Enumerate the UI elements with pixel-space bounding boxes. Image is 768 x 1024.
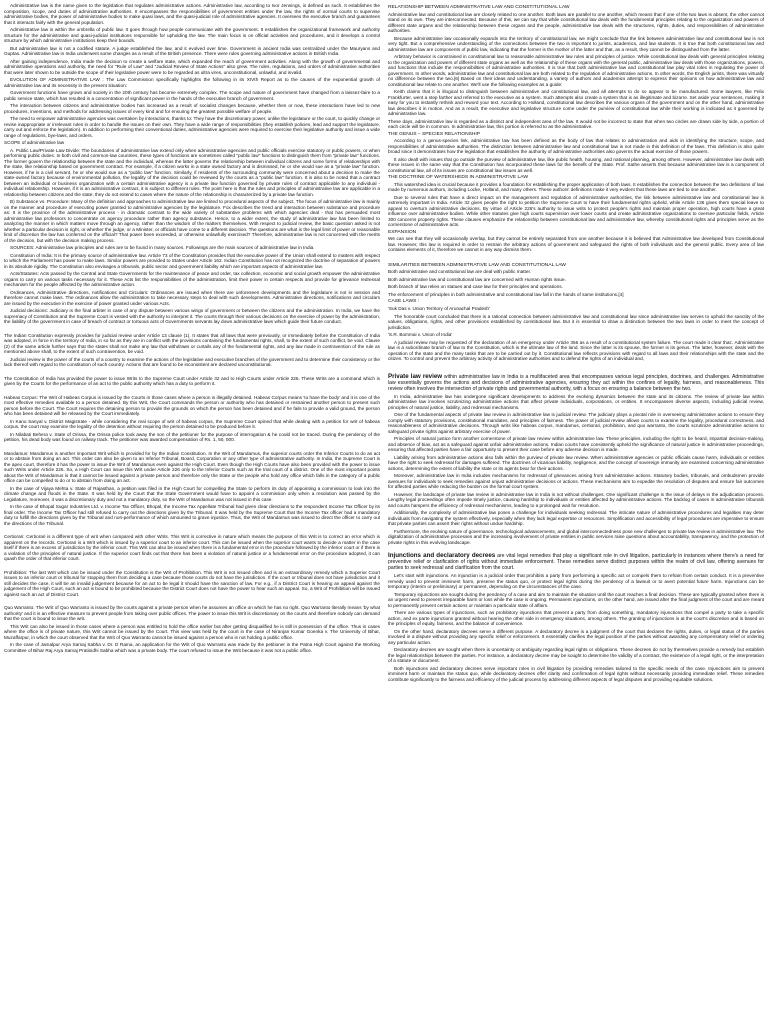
left-column: [4, 3, 380, 1023]
paragraph: Mandamus: Mandamus is another important Writ which is provided for by the Indian Constitution. In the Writ of Mandamus, the superior courts order the Inferior Courts to do an act or to abstain from doing an act. This order can also be given to an Inferior Tribunal, Board, Corporation or any other type of administrative authority. In India, the Supreme Court is the apex court, therefore it has the power to issue the Writ of Mandamus even against the High Court. Even though the High Courts have also been provided with the power to issue such Writs under Article 226. So, a High Court can issue this Writ under Article 226 only to the Inferior Courts such as the trial court of a district. One of the most important points about the Writ of Mandamus is that it cannot be issued against a private person and therefore only the State or the people who hold any office which falls in the category of a public office can be compelled to do or to abstain from doing an act.: [4, 450, 380, 483]
paragraph: The Constitution of India has provided the power to issue Writs to the Supreme Court under Article 32 and to High Courts under Article 226. These Writs are a command which is given by the Courts for the performance of an act to the public authority which has a duty to perform it.: [4, 375, 380, 386]
paragraph: In Nilabati Behera v. State of Orissa, the Orissa police took away the son of the petitioner for the purpose of interrogation & he could not be traced. During the pendency of the petition, his dead body was found on railway track. The petitioner was awarded compensation of Rs. 1, 50, 000.: [4, 431, 380, 442]
right-column: [388, 3, 764, 1023]
list-item: Both administrative and constitutional law are deal with public matter.: [388, 269, 532, 275]
section-heading: THE DOCTRINE OF WATERSHEDS IN ADMINISTRATIVE LAW: [388, 175, 528, 181]
paragraph: [388, 374, 764, 392]
paragraph: Ordinances, Administrative directions, notifications and Circulars: Ordinances are issued when there are unforeseen developments and the legislature is not in session and therefore cannot make laws. The ordinances allow the administration to take necessary steps to deal with such developments. Administrative directions, notifications and circulars are issued by the executive in the exercise of power granted under various Acts.: [4, 289, 380, 306]
paragraph: A judicial review may be requested of the declaration of an emergency under Article 356 as a result of a constitutional system failure. The court made it clear that:. Administrative law is a subordinate branch of law to the Constitution, which is the ultimate law of the land. Since the latter is its spouse, the former is its genus. The latter, however, deals with the operation of the state and the many tasks that are to be carried out by it. Constitutional law reflects provisions with regard to all laws and their relationships with the state and the citizen. To control and prevent the arbitrary activity of administrative authorities and to defend the rights of an individual and,: [388, 339, 764, 362]
paragraph: Habeas Corpus: The Writ of Habeas Corpus is issued by the Courts in those cases where a person is illegally detained. Habeas Corpus means 'to have the body' and it is one of the most effective remedies available to a person detained. By this Writ, the Court commands the person or authority who has detained or restrained another person to present such person before the Court. The Court requires the detaining person to provide the grounds on which the person has been detained and if he fails to provide a valid ground, the person who has been detained will be released by the Court immediately.: [4, 394, 380, 416]
paragraph: However, the landscape of private law review in administrative law in India is not without challenges. One significant challenge is the issue of delays in the adjudication process. Lengthy legal proceedings often impede timely justice, causing hardship to individuals or entities affected by administrative actions. The backlog of cases in administrative tribunals and courts hampers the efficiency of redressal mechanisms, leading to a prolonged wait for resolution.: [388, 491, 764, 508]
paragraph: Because administrative law occasionally expands into the territory of constitutional law, we might conclude that the link between administrative law and constitutional law is not very tight. But a comprehensive understanding of the connections between the two is important to jurists, academics, and law students. It is true that both constitutional law and administrative law are components of public law, indicating that the former is the mother of the latter and that, as a result, they cannot be distinguished from the latter.: [388, 35, 764, 52]
paragraph: Judicial review is the power of the courts of a country to examine the actions of the legislative and executive branches of the government and to determine their consistency or the lack thereof with regard to the constitution of such country. Actions that are found to be inconsistent are declared unconstitutional.: [4, 356, 380, 367]
paragraph: Judicial decisions: Judiciary is the final arbiter in case of any dispute between various wings of government or between the citizens and the administration. In India, we have the supremacy of Constitution and the Supreme Court is vested with the authority to interpret it. The courts through their various decisions on the exercise of power by the administration, the liability of the government in case of breach of contract or tortuous acts of Governments servants lay down administrative laws which guide their future conduct.: [4, 308, 380, 324]
paragraph: In the case of Vijaya Mehta v. State of Rajasthan, a petition was filed in the High Court for compelling the State to perform its duty of appointing a commission to look into the climate change and floods in the State. It was held by the Court that the State Government would have to appoint a commission only when a resolution was passed by the Legislature, moreover, it was a discretionary duty and not a mandatory duty, so the Writ of Mandamus was not issued in this case.: [4, 485, 380, 502]
section-heading: THE GENUS – SPECIES RELATIONSHIP: [388, 131, 481, 137]
paragraph: Both injunctions and declaratory decrees serve important roles in civil litigation by providing remedies tailored to the specific needs of the case. Injunctions aim to prevent imminent harm or maintain the status quo, while declaratory decrees offer clarity and confirmation of legal rights without necessarily providing immediate relief. These remedies contribute significantly to the fairness and efficiency of the judicial process by addressing different aspects of legal disputes and providing equitable solutions.: [388, 665, 764, 682]
section-heading: SIMILARITIES BETWEEN ADMINISTRATIVE LAW AND CONSTITUTIONAL LAW: [388, 262, 566, 268]
paragraph: These days, administrative law is regarded as a distinct and independent area of the law. It would not be incorrect to state that when two circles are drawn side by side, a portion of each circle will be in common. In administrative law, this portion is referred to as the administrative.: [388, 118, 764, 130]
section-heading: RELATIONSHIP BETWEEN ADMINISTRATIVE LAW AND CONSTITUTIONAL LAW: [388, 5, 570, 10]
paragraph: In the case of Bhopal Sugar Industries Ltd. v. Income Tax Officer, Bhopal, the Income Tax Appellate Tribunal had given clear directions to the respondent Income Tax Officer by its final order. The Income Tax Officer had still refused to carry out the directions given by the Tribunal. It was held by the Supreme Court that the Income Tax officer had a mandatory duty to fulfill the directions given by the Tribunal and non-performance of which amounted to grave injustice. Thus, the Writ of Mandamus was issued to direct the officer to carry out the directions of the Tribunal.: [4, 504, 380, 526]
list-item: The enforcement of principles in both administrative and constitutional law fall in the hands of same institutions.[4]: [388, 291, 624, 297]
paragraph: It also dealt with issues that go outside the purview of administrative law, like public health, housing, and national planning, among others. However, administrative law deals with these issues in the same way that the Constitution has incorporated these laws for the benefit of the State. Prof. Sathe asserts that because administrative law is a component of constitutional law, all of its issues are constitutional law issues as well.: [388, 156, 764, 173]
paragraph: A. Public Law/Private Law Divide: The boundaries of administrative law extend only when administrative agencies and public officials exercise statutory or public powers, or when performing public duties. In both civil and common-law countries, these types of functions are sometimes called "public law" functions to distinguish them from "private law" functions. The former govern the relationship between the state and the individual, whereas the latter governs the relationship between individual citizens and some forms of relationships with the state, like relationship based on government contract. For example, if a citizen works in a state owned factory and is dismissed, he or she would sue as a "private law" function. However, if he is a civil servant, he or she would sue as a "public law" function. Similarly, if residents of the surrounding community were concerned about a decision to make the state-owned factory because of environmental pollution, the legality of the decision could be reviewed by the courts as a "public law" function. It is also to be noted that a contract between an individual or business organization with a certain administrative agency is a private law function governed by private rules of contract applicable to any individual - individual relationship. However, if it is an administrative contract, it is subject to different rules. The point here is that the rules and principles of administrative law are applicable in a relationship between citizens and the state; they do not extend to cases where the nature of the relationship is characterized by a private law function.: [4, 147, 380, 197]
paragraph: Certiorari: Certiorari is a different type of writ when compared with other Writs. This Writ is corrective in nature which means the purpose of this Writ is to correct an error which is apparent on the records. Certiorari is a Writ which is issued by a superior court to an inferior court. This can be issued when the superior court wants to decide a matter in the case itself if there is an excess of jurisdiction by the inferior court. This Writ can also be issued when there is a fundamental error in the procedure followed by the inferior court or if there is a violation of the principles of natural justice. If the superior court finds out that there has been a violation of natural justice or a fundamental error on the procedure adopted, it can quash the order of that inferior court.: [4, 534, 380, 561]
list-item: Both branch of law relies on statues and case law for their principles and operations.: [388, 284, 563, 290]
paragraph: Acts/Statutes: Acts passed by the Central and State Governments for the maintenance of peace and order, tax collection, economic and social growth empower the administrative organs to carry on various tasks necessary for it. These Acts list the responsibilities of the administration, limit their power in certain respects and provide for grievance redressal mechanism for the people affected by the administrative action.: [4, 271, 380, 287]
paragraph: Administrative law is within the umbrella of public law. It goes through how people communicate with the government. It establishes the organizational framework and authority structure for the administrative and quasi-judicial institutions responsible for upholding the law. The main focus is on official activities and procedures, and it develops a control structure by which administrative institutions keep their bounds.: [4, 27, 380, 43]
paragraph: There are various types of injunctions, such as prohibitory injunctions that prevent a party from doing something, mandatory injunctions that compel a party to take a specific action, and ex parte injunctions granted without hearing the other side in emergency situations, among others. The granting of injunctions is at the court's discretion and is based on the principles of equity, fairness, and the balance of convenience.: [388, 610, 764, 627]
paragraph: B) Substance vs. Procedure: Many of the definition and approaches to administrative law are limited to procedural aspects of the subject. The focus of administrative law is mainly on the manner and procedure of executing power granted to administrative agencies by the legislature. Fox describes the trend and interaction between substance and procedure as: It is the province of the administrative process - in dramatic contrast to the wide variety of substantive problems with which agencies deal - that has persuaded most administrative law professors to concentrate on agency procedure rather than agency substance. Hence, to a wider extent, the study of administrative law has been limited to analyzing the manner in which matters move through an agency, rather than the wisdom of the matters themselves. With respect to judicial review, the basic question asked is not whether a particular decision is right, or whether the judge, or a Minister, or officials have come to a different decision. The questions are what is the legal limit of power or reasonable limit of discretion the law has conferred on the official? That power been exceeded, or otherwise unlawfully exercised? Therefore, administrative law is not concerned with the merits of the decision, but with the decision making process.: [4, 199, 380, 243]
paragraph: SOURCES: Administrative law principles and rules are to be found in many sources. Followings are the main sources of administrative law in India.: [10, 245, 315, 250]
paragraph: Let's start with injunctions. An injunction is a judicial order that prohibits a party from performing a specific act or compels them to refrain from certain conduct. It is a preventive remedy used to prevent imminent harm, preserve the status quo, or protect legal rights during the pendency of a lawsuit or to avert potential future harm. Injunctions can be temporary (interim or preliminary) or permanent, depending on the circumstances of the case.: [388, 573, 764, 590]
paragraph: According to a genus-species link, administrative law has been defined as the body of law that relates to administration and aids in identifying the structure, scope, and responsibilities of administrative authorities. The distinction between administrative law and constitutional law is not made in this definition of the laws. This definition is also quite broad since it demonstrates how the legislation that establishes the authority of administrative authorities also governs the actual exercise of those powers.: [388, 138, 764, 155]
paragraph: Moreover, administrative law in India includes mechanisms for redressal of grievances arising from administrative actions. Statutory bodies, tribunals, and ombudsmen provide avenues for individuals to seek remedies against unjust administrative decisions or actions. These mechanisms aim to expedite the resolution of disputes and ensure fair outcomes for affected parties while reducing the burden on the formal court system.: [388, 473, 764, 490]
paragraph: Due to several rules that have a direct impact on the management and regulation of administrative authorities, the link between administrative law and constitutional law is extremely important in India. Article 32 gives people the right to petition the Supreme Court to have their fundamental rights upheld, while Article 136 gives them special leave to appeal to overturn administrative decisions. By virtue of Article 226's authority to issue writs to protect people's rights and maintain proper operation, high courts have a great influence over administrative bodies. While other statutes give high courts supervision over lower courts and create administrative organizations to oversee particular fields, Article 300 concerns property rights. These clauses emphasize the relationship between constitutional law and administrative law, whereby constitutional rights and principles serve as the cornerstone of administrative acts.: [388, 194, 764, 228]
paragraph: The need to empower administrative agencies was overtaken by interactions, thanks to: They have the discretionary power, unlike the legislature or the court, to quickly change or revise inappropriate or irrelevant rules in order to handle the issues on their own. They have a wide range of responsibilities (they establish policies, lead and support the legislature, carry out and enforce the legislation). In addition to performing their conventional duties, administrative agencies were required to exercise their legislative authority and issue a wide range of regulations, bye-laws, and orders.: [4, 116, 380, 138]
paragraph: In Kanu Sanyal v. District Magistrate - while considering the real scope of writ of habeas corpus, the Supreme Court opined that while dealing with a petition for writ of habeas corpus, the court may examine the legality of the detention without requiring the person detained to be produced before it.: [4, 418, 380, 429]
paragraph: [388, 553, 764, 571]
paragraph: Furthermore, the evolving nature of governance, technological advancements, and global interconnectedness pose new challenges to private law review in administrative law. The digitalization of administrative processes and the increasing involvement of private entities in public services raise questions about accountability, transparency, and the protection of private rights in this evolving landscape.: [388, 528, 764, 545]
paragraph-text: within administrative law in India is a multifaceted area that encompasses various legal principles, doctrines, and challenges. Administrative law essentially governs the actions and decisions of administrative agencies, ensuring they act within the confines of legality, fairness, and reasonableness. This review often involves the intersection of private rights and governmental authority, with a focus on ensuring a balance between the two.: [388, 373, 764, 392]
paragraph: Quo Warranto: The Writ of Quo Warranto is issued by the courts against a private person when he assumes an office on which he has no right. Quo Warranto literally means 'by what authority' and it is an effective measure to prevent people from taking over public offices. The power to issue this Writ is discretionary on the courts and therefore nobody can demand that the court is bound to issue the writ.: [4, 605, 380, 621]
section-heading: EXPANSION: [388, 229, 417, 235]
paragraph: Principles of natural justice form another cornerstone of private law review within administrative law. These principles, including the right to be heard, impartial decision-making, and absence of bias, act as a safeguard against unfair administrative actions. Indian courts have consistently upheld the significance of natural justice in administrative proceedings, ensuring that affected parties have a fair opportunity to present their case before any adverse decision is made.: [388, 436, 764, 453]
paragraph: On the other hand, declaratory decrees serve a different purpose. A declaratory decree is a judgment of the court that declares the rights, duties, or legal status of the parties involved in a dispute without providing any specific relief or enforcement. It essentially clarifies the legal position of the parties without awarding any compensatory relief or ordering any particular action.: [388, 628, 764, 645]
paragraph: Administrative law and constitutional law are closely related to one another. Both laws are parallel to one another, which means that if one of the two laws is absent, the other cannot stand on its own. They are interconnected. Because of this, we can say that while constitutional law deals with the fundamental principles relating to the organization and powers of different state organs and the relationship between these organs and the people, administrative law deals with the structures, rights, duties, and responsibilities of administrative authorities.: [388, 11, 764, 34]
paragraph: Prohibition: The last Writ which can be issued under the Constitution is the Writ of Prohibition. This Writ is not issued often and is an extraordinary remedy which a Superior Court issues to an inferior court or tribunal for stopping them from deciding a case because those courts do not have the jurisdiction. If the court or tribunal does not have jurisdiction and it still decides the case, it will be an invalid judgement because for an act to be legal it should have the sanction of law. For e.g., if a District Court is hearing an appeal against the judgement of the High Court, such an act is bound to be prohibited because the District Court does not have the power to hear such an appeal. So, a Writ of Prohibition will be issued against such an act of District Court.: [4, 569, 380, 597]
paragraph: Declaratory decrees are sought when there is uncertainty or ambiguity regarding legal rights or obligations. These decrees do not by themselves provide a remedy but establish the legal relationships between the parties. For instance, a declaratory decree may be sought to determine the validity of a contract, the existence of a legal right, or the interpretation of a statute or document.: [388, 647, 764, 664]
lead-phrase: Private law review: [388, 372, 443, 380]
paragraph-text: are vital legal remedies that play a significant role in civil litigation, particularly in instances where there's a need for preventive relief or clarification of rights without immediate enforcement. These remedies serve distinct purposes within the realm of civil law, offering avenues for parties to seek redressal and clarification from the court.: [388, 553, 764, 572]
paragraph: Additionally, the complexity of administrative law poses a challenge for individuals seeking redressal. The intricate nature of administrative procedures and legalities may deter individuals from navigating the system effectively, especially when they lack legal expertise or resources. Simplification and accessibility of legal procedures are imperative to ensure that private parties can assert their rights without undue hardship.: [388, 510, 764, 527]
case-title: 'Suk Das v. Union Territory of Arunachal Pradesh': [388, 306, 490, 312]
paragraph: Arbitrary behavior is constrained in constitutional law to reasonable administrative law rules and principles of justice. While constitutional law deals with general principles relating to the organization and powers of different state organs as well as the relationship of these organs with the general public, administrative law deals with those organizations, powers, and functions that include the responsibilities of administrative authorities. It is true that both administrative law and constitutional law play vital roles in regulating the power of government. In other words, administrative law and constitutional law are both related to the regulation of administrative actions. In other words, the English jurists, there was virtually no difference between the two.[6] Based on their ideas and understanding, a variety of authors and academics attempt to express their opinions on how administrative law and constitutional law relate to one another. We'll use the following examples as a guide:: [388, 54, 764, 87]
paragraph: This watershed idea is crucial because it provides a foundation for establishing the proper application of both laws. It establishes the connection between the two definitions of law made by numerous authors, including Locke, Holland, and many others. These authors' definitions make it very evident that these laws are tied to one another.: [388, 181, 764, 193]
lead-phrase: Injunctions and declaratory decrees: [388, 552, 496, 560]
paragraph: This Writ can also be issued in those cases where a person was entitled to hold the office earlier but after getting disqualified he is still in possession of the office. Thus in cases where the office is of private nature, this Writ cannot be issued by the Court. This view was held by the court in the case of Niranjan Kumar Goenka v. The University of Bihar, Muzaffarpur, in which the court observed that the Writ of Quo Warranto cannot be issued against a person who is not holding a public office.: [4, 623, 380, 640]
paragraph: But administrative law is not a codified statute. A judge established the law, and it evolved over time. Government in ancient India was centralized under the Mauryans and Guptas. Administrative law in India underwent some changes as a result of the British presence. There were rules governing administrative actions in British India.: [4, 45, 380, 56]
paragraph: Government functions have grown and society in the 20th century has become extremely complex. The scope and nature of government have changed from a laissez-faire to a public service state, which has resulted in a concentration of significant power in the hands of the executive branch of government.: [4, 90, 380, 101]
section-heading: CASE LAWS :: [388, 299, 420, 305]
paragraph: Keith claims that it is illogical to distinguish between administrative and constitutional law, and all attempts to do so appear to be manufactured. Some lawyers, like Felix Frankfurter, went a step farther and referred to the executive as a system. Such attempts also create a system that is as illegitimate and bizarre. Set aside your sentences, making it easy for you to instantly rethink and reword your text. According to Holland, constitutional law describes the various organs of the government and on the other hand, administrative law describes it in motion. And as a result, the executive and legislative structure come under the purview of constitutional law while their working is indicated as it governed by administrative law.: [388, 89, 764, 117]
case-title: 'S.R. Bommai v. Union of India': [388, 332, 453, 338]
paragraph: Administrative law is the name given to the legislation that regulates administrative actions. Administrative law, according to Ivor Jennings, is defined as such. It establishes the composition, scope, and duties of administrative authorities. It encompasses the responsibilities of government entities under the law, the rights of normal courts to supervise administrative bodies, the power of administrative bodies to make quasi laws, and the quasi-judicial role of administrative agencies. It oversees the executive branch and guarantees that it interacts fairly with the general population.: [4, 3, 380, 25]
list-item: Both administrative law and constitutional law are concerned with Human rights issue.: [388, 276, 566, 282]
paragraph: EVOLUTION OF ADMINISTRATIVE LAW : The Law Commission specifically highlights the following in its XIVth Report as to the causes of the exponential growth of administrative law and its necessity in the present situation:: [4, 77, 380, 88]
paragraph: After gaining independence, India made the decision to create a welfare state, which expanded the reach of government activities. Along with the growth of governmental and administrative operations and authority, the need for "Rule of Law" and "Judicial Review of State Actions" also grew. The rules, regulations, and orders of administrative authorities that were later shown to be outside the scope of their legislative power were to be regarded as ultra vires, unconstitutional, unlawful, and invalid.: [4, 58, 380, 75]
paragraph: We can see that they will occasionally overlap, but they cannot be entirely separated from one another because it is believed that Administrative law developed from Constitutional law. However, this law is required in order to restrain the arbitrary actions of government and safeguard the rights of both individuals and the general public. Every area of law contains elements of it, therefore we cannot in any way dismiss them.: [388, 236, 764, 253]
paragraph: The interaction between citizens and administrative bodies has increased as a result of socialist changes because, whether then or now, these interactions have led to new procedures, inventions, and methods for addressing issues of every kind and for ensuring the greatest possible welfare of people.: [4, 103, 380, 114]
paragraph: The honorable court concluded that there is a rational connection between administrative law and constitutional law since administrative law serves to uphold the sanctity of the values, obligations, rights, and other provisions established by constitutional law. But it is essential to draw a distinction between the two laws in order to meet the concept of jurisdiction.: [388, 313, 764, 330]
paragraph: Liability arising from administrative actions also falls within the purview of private law review. When administrative agencies or public officials cause harm, individuals or entities have the right to seek redressal for damages suffered. The doctrines of vicarious liability, negligence, and the concept of sovereign immunity are examined concerning administrative actions, determining the extent of liability the state or its agents bear for their actions.: [388, 454, 764, 471]
paragraph: In India, administrative law has undergone significant developments to address the evolving dynamics between the state and its citizens. The review of private law within administrative law involves scrutinizing administrative actions that affect private individuals, corporations, or entities. It encompasses diverse aspects, including judicial review, principles of natural justice, liability, and redressal mechanisms.: [388, 393, 764, 410]
paragraph: Constitution of India: It is the primary source of administrative law. Article 73 of the Constitution provides that the executive power of the Union shall extend to matters with respect to which the Parliament has power to make laws. Similar powers are provided to States under Article 162. Indian Constitution has not recognized the doctrine of separation of powers in its absolute rigidity. The Constitution also envisages a tribunals, public sector and government liability which are important aspects of administrative law.: [4, 252, 380, 269]
paragraph: The Indian Constitution expressly provides for judicial review under Article 13 clause (1). It states that all laws that were previously, or immediately before the Constitution of India was adopted, in force in the territory of India, in so far as they are in conflict with the provisions containing the fundamental rights, shall, to the extent of such conflict, be void. Clause (2) of the same article further says that the states shall not make any law that withdraws or curtails any of the fundamental rights, and any law made in contravention of the rule as mentioned above shall, to the extent of such contravention, be void.: [4, 332, 380, 354]
section-heading: SCOPE of administrative law: [4, 140, 65, 145]
paragraph: One of the fundamental aspects of private law review in administrative law is judicial review. The judiciary plays a pivotal role in overseeing administrative actions to ensure they comply with statutory provisions, constitutional mandates, and principles of fairness. The power of judicial review allows courts to examine the legality, procedural correctness, and reasonableness of administrative decisions. Through writs like habeas corpus, mandamus, certiorari, prohibition, and quo warranto, the courts scrutinize administrative actions to safeguard private rights against arbitrary exercise of power.: [388, 412, 764, 434]
paragraph: In the case of Jamalpur Arya Samaj Sabha v. Dr. D Rama, an application for the Writ of Quo Warranto was made by the petitioner in the Patna High Court against the Working Committee of Bihar Raj Arya Samaj Pratinidhi Sabha which was a private body. The court refused to issue the Writ because it was not a public office.: [4, 642, 380, 653]
paragraph: Temporary injunctions are sought during the pendency of a case and aim to maintain the situation until the court reaches a final decision. These are typically granted when there is an urgent need to prevent irreparable harm or loss while the case is ongoing. Permanent injunctions, on the other hand, are issued after the final judgment of the court and are meant to permanently prevent certain actions or maintain a particular state of affairs.: [388, 591, 764, 608]
